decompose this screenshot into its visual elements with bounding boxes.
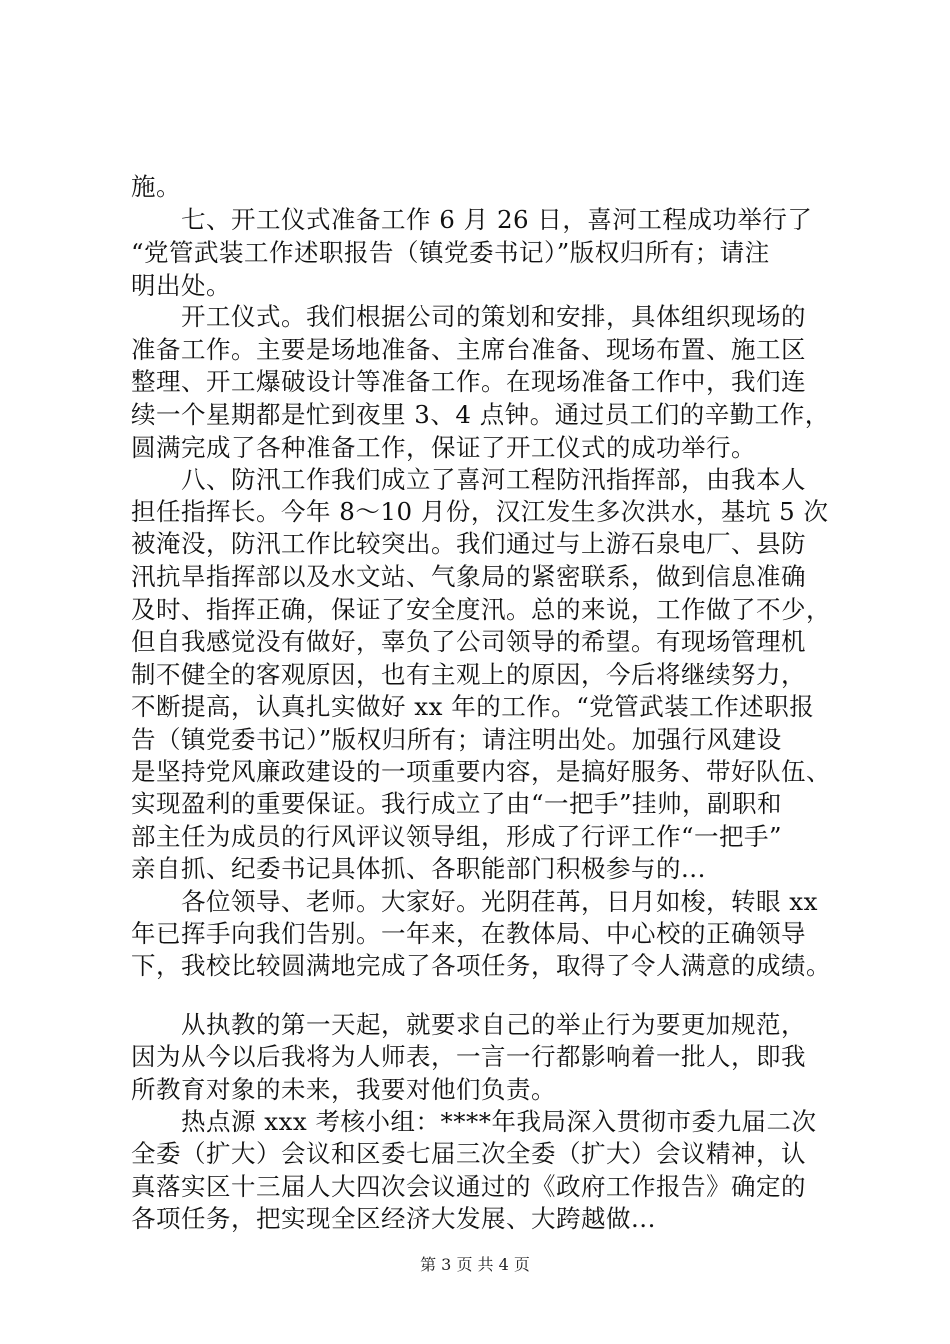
- text-line: 担任指挥长。今年 8～10 月份，汉江发生多次洪水，基坑 5 次: [131, 497, 829, 526]
- text-line: “党管武装工作述职报告（镇党委书记）”版权归所有；请注: [131, 238, 770, 267]
- text-line: 七、开工仪式准备工作 6 月 26 日，喜河工程成功举行了: [181, 205, 813, 234]
- text-line: 从执教的第一天起，就要求自己的举止行为要更加规范，: [181, 1010, 806, 1039]
- text-line: 施。: [131, 172, 181, 201]
- text-line: 不断提高，认真扎实做好 xx 年的工作。“党管武装工作述职报: [131, 692, 815, 721]
- text-line: 八、防汛工作我们成立了喜河工程防汛指挥部，由我本人: [181, 465, 806, 494]
- text-line: 亲自抓、纪委书记具体抓、各职能部门积极参与的...: [131, 854, 706, 883]
- text-line: 制不健全的客观原因，也有主观上的原因，今后将继续努力，: [131, 660, 806, 689]
- text-line: 汛抗旱指挥部以及水文站、气象局的紧密联系，做到信息准确: [131, 562, 806, 591]
- text-line: 各项任务，把实现全区经济大发展、大跨越做...: [131, 1204, 656, 1233]
- text-line: 被淹没，防汛工作比较突出。我们通过与上游石泉电厂、县防: [131, 529, 806, 558]
- text-line: 所教育对象的未来，我要对他们负责。: [131, 1075, 556, 1104]
- text-line: 是坚持党风廉政建设的一项重要内容，是搞好服务、带好队伍、: [131, 757, 831, 786]
- text-line: 全委（扩大）会议和区委七届三次全委（扩大）会议精神，认: [131, 1139, 806, 1168]
- text-line: 准备工作。主要是场地准备、主席台准备、现场布置、施工区: [131, 335, 806, 364]
- text-line: 因为从今以后我将为人师表，一言一行都影响着一批人，即我: [131, 1042, 806, 1071]
- text-line: 明出处。: [131, 271, 231, 300]
- text-line: 整理、开工爆破设计等准备工作。在现场准备工作中，我们连: [131, 367, 806, 396]
- text-line: 但自我感觉没有做好，辜负了公司领导的希望。有现场管理机: [131, 627, 806, 656]
- page-number-footer: 第 3 页 共 4 页: [420, 1255, 530, 1274]
- text-line: 实现盈利的重要保证。我行成立了由“一把手”挂帅，副职和: [131, 789, 783, 818]
- text-line: 真落实区十三届人大四次会议通过的《政府工作报告》确定的: [131, 1172, 806, 1201]
- text-line: 热点源 xxx 考核小组：****年我局深入贯彻市委九届二次: [181, 1107, 817, 1136]
- text-line: 部主任为成员的行风评议领导组，形成了行评工作“一把手”: [131, 822, 783, 851]
- text-line: 各位领导、老师。大家好。光阴荏苒，日月如梭，转眼 xx: [181, 887, 818, 916]
- text-line: 圆满完成了各种准备工作，保证了开工仪式的成功举行。: [131, 433, 756, 462]
- text-line: 开工仪式。我们根据公司的策划和安排，具体组织现场的: [181, 302, 806, 331]
- text-line: 年已挥手向我们告别。一年来，在教体局、中心校的正确领导: [131, 919, 806, 948]
- text-line: 及时、指挥正确，保证了安全度汛。总的来说，工作做了不少，: [131, 595, 831, 624]
- text-line: 续一个星期都是忙到夜里 3、4 点钟。通过员工们的辛勤工作，: [131, 400, 830, 429]
- text-line: 告（镇党委书记）”版权归所有；请注明出处。加强行风建设: [131, 725, 782, 754]
- text-line: 下，我校比较圆满地完成了各项任务，取得了令人满意的成绩。: [131, 951, 831, 980]
